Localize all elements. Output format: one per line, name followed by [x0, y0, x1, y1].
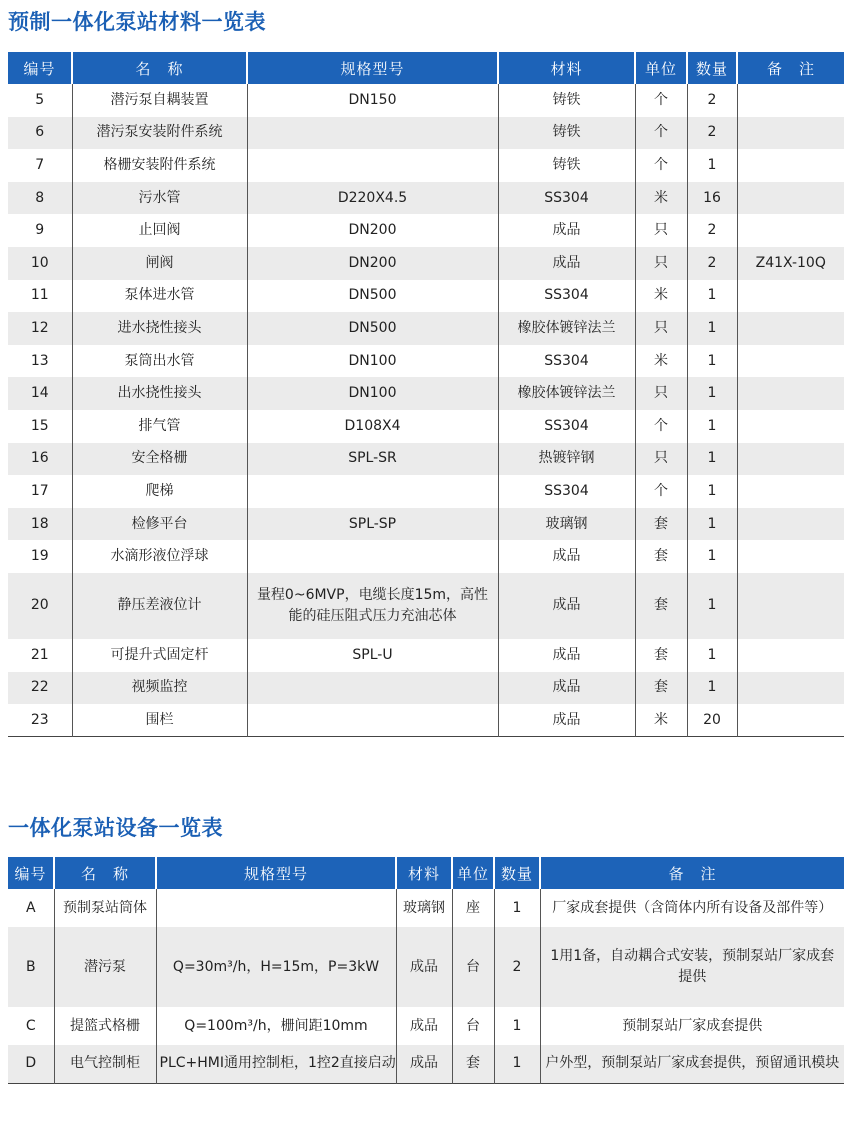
- cell-no: 20: [30, 597, 49, 614]
- cell-no: 11: [30, 287, 49, 304]
- table-row: [8, 377, 844, 410]
- cell-note: 预制泵站厂家成套提供: [540, 1007, 844, 1045]
- cell-qty: 1: [494, 1007, 540, 1045]
- cell-note: [737, 312, 844, 345]
- table-row: [8, 214, 844, 247]
- header-no: 编号: [8, 52, 72, 84]
- table-row: [8, 704, 844, 737]
- cell-unit: 套: [635, 508, 687, 541]
- cell-name: 爬梯: [72, 475, 247, 508]
- cell-qty: 1: [687, 377, 737, 410]
- cell-spec: PLC+HMI通用控制柜，1控2直接启动: [156, 1045, 396, 1083]
- cell-name: 电气控制柜: [54, 1045, 156, 1083]
- cell-no: C: [25, 1017, 36, 1034]
- cell-unit: 套: [452, 1045, 494, 1083]
- cell-material: 热镀锌钢: [498, 443, 635, 476]
- table-row: [8, 182, 844, 215]
- cell-no: 21: [30, 646, 49, 663]
- cell-unit: 个: [635, 84, 687, 117]
- cell-spec: [247, 704, 498, 737]
- cell-name: 泵体进水管: [72, 280, 247, 313]
- cell-note: [737, 214, 844, 247]
- table-row: [8, 889, 844, 927]
- header-name: 名 称: [54, 857, 156, 889]
- cell-unit: 套: [635, 573, 687, 639]
- cell-spec: DN100: [247, 345, 498, 378]
- table-row: [8, 508, 844, 541]
- table-row: [8, 345, 844, 378]
- cell-name: 止回阀: [72, 214, 247, 247]
- cell-unit: 个: [635, 117, 687, 150]
- materials-table: [8, 52, 844, 737]
- cell-no: 8: [35, 189, 45, 206]
- cell-qty: 1: [687, 508, 737, 541]
- cell-note: [737, 117, 844, 150]
- cell-note: 1用1备，自动耦合式安装，预制泵站厂家成套提供: [540, 927, 844, 1007]
- cell-name: 污水管: [72, 182, 247, 215]
- header-qty: 数量: [687, 52, 737, 84]
- table-row: [8, 672, 844, 705]
- cell-no: D: [25, 1055, 37, 1072]
- table-row: [8, 443, 844, 476]
- cell-qty: 1: [687, 573, 737, 639]
- cell-unit: 米: [635, 704, 687, 737]
- cell-unit: 个: [635, 475, 687, 508]
- cell-no: 23: [30, 711, 49, 728]
- cell-name: 闸阀: [72, 247, 247, 280]
- cell-name: 潜污泵自耦装置: [72, 84, 247, 117]
- cell-spec: [247, 475, 498, 508]
- cell-spec: DN500: [247, 312, 498, 345]
- cell-spec: SPL-U: [247, 639, 498, 672]
- cell-material: 橡胶体镀锌法兰: [498, 377, 635, 410]
- header-spec: 规格型号: [156, 857, 396, 889]
- cell-qty: 2: [494, 927, 540, 1007]
- cell-name: 预制泵站筒体: [54, 889, 156, 927]
- cell-qty: 16: [687, 182, 737, 215]
- cell-spec: D220X4.5: [247, 182, 498, 215]
- cell-note: [737, 443, 844, 476]
- cell-spec: [247, 540, 498, 573]
- equipment-header-row: [8, 857, 844, 889]
- header-unit: 单位: [452, 857, 494, 889]
- cell-note: 户外型，预制泵站厂家成套提供，预留通讯模块: [540, 1045, 844, 1083]
- cell-material: 成品: [498, 672, 635, 705]
- cell-qty: 1: [687, 280, 737, 313]
- cell-material: 玻璃钢: [498, 508, 635, 541]
- cell-name: 检修平台: [72, 508, 247, 541]
- table-row: [8, 410, 844, 443]
- cell-qty: 2: [687, 247, 737, 280]
- cell-no: 12: [30, 319, 49, 336]
- equipment-title: 一体化泵站设备一览表: [8, 816, 223, 840]
- cell-no: 5: [35, 91, 45, 108]
- cell-qty: 1: [687, 149, 737, 182]
- cell-qty: 2: [687, 117, 737, 150]
- header-unit: 单位: [635, 52, 687, 84]
- cell-no: 6: [35, 124, 45, 141]
- cell-note: [737, 540, 844, 573]
- table-row: [8, 573, 844, 639]
- table-row: [8, 927, 844, 1007]
- cell-no: 10: [30, 254, 49, 271]
- cell-material: 成品: [396, 927, 452, 1007]
- header-qty: 数量: [494, 857, 540, 889]
- cell-qty: 1: [494, 889, 540, 927]
- equipment-table: [8, 857, 844, 1084]
- cell-unit: 个: [635, 410, 687, 443]
- cell-spec: [156, 889, 396, 927]
- cell-name: 可提升式固定杆: [72, 639, 247, 672]
- cell-material: 成品: [498, 704, 635, 737]
- cell-name: 水滴形液位浮球: [72, 540, 247, 573]
- cell-qty: 1: [687, 410, 737, 443]
- cell-material: 成品: [498, 639, 635, 672]
- cell-name: 潜污泵: [54, 927, 156, 1007]
- cell-note: [737, 672, 844, 705]
- cell-spec: SPL-SP: [247, 508, 498, 541]
- cell-qty: 1: [687, 672, 737, 705]
- cell-unit: 只: [635, 214, 687, 247]
- cell-qty: 1: [494, 1045, 540, 1083]
- cell-unit: 台: [452, 1007, 494, 1045]
- header-note: 备 注: [540, 857, 844, 889]
- cell-unit: 台: [452, 927, 494, 1007]
- header-spec: 规格型号: [247, 52, 498, 84]
- cell-unit: 只: [635, 377, 687, 410]
- cell-name: 视频监控: [72, 672, 247, 705]
- cell-qty: 1: [687, 540, 737, 573]
- cell-qty: 20: [687, 704, 737, 737]
- cell-name: 潜污泵安装附件系统: [72, 117, 247, 150]
- table-row: [8, 280, 844, 313]
- cell-unit: 套: [635, 639, 687, 672]
- table-row: [8, 312, 844, 345]
- cell-material: 成品: [396, 1045, 452, 1083]
- table-row: [8, 639, 844, 672]
- cell-spec: [247, 149, 498, 182]
- cell-note: [737, 149, 844, 182]
- cell-no: B: [25, 958, 36, 975]
- cell-note: [737, 573, 844, 639]
- cell-name: 格栅安装附件系统: [72, 149, 247, 182]
- cell-spec: [247, 117, 498, 150]
- cell-spec: Q=100m³/h，栅间距10mm: [156, 1007, 396, 1045]
- cell-note: [737, 475, 844, 508]
- cell-unit: 个: [635, 149, 687, 182]
- table-row: [8, 84, 844, 117]
- cell-unit: 套: [635, 540, 687, 573]
- cell-note: [737, 84, 844, 117]
- cell-no: 19: [30, 548, 49, 565]
- cell-unit: 套: [635, 672, 687, 705]
- cell-qty: 1: [687, 443, 737, 476]
- cell-material: 铸铁: [498, 117, 635, 150]
- materials-title: 预制一体化泵站材料一览表: [8, 10, 266, 34]
- cell-unit: 米: [635, 182, 687, 215]
- cell-qty: 2: [687, 214, 737, 247]
- cell-name: 安全格栅: [72, 443, 247, 476]
- cell-name: 出水挠性接头: [72, 377, 247, 410]
- cell-spec: DN100: [247, 377, 498, 410]
- cell-unit: 座: [452, 889, 494, 927]
- cell-unit: 米: [635, 280, 687, 313]
- cell-name: 提篮式格栅: [54, 1007, 156, 1045]
- cell-material: 成品: [396, 1007, 452, 1045]
- cell-spec: SPL-SR: [247, 443, 498, 476]
- table-row: [8, 1007, 844, 1045]
- cell-name: 泵筒出水管: [72, 345, 247, 378]
- cell-no: 15: [30, 417, 49, 434]
- cell-unit: 只: [635, 443, 687, 476]
- cell-material: 橡胶体镀锌法兰: [498, 312, 635, 345]
- cell-note: [737, 377, 844, 410]
- cell-note: Z41X-10Q: [737, 247, 844, 280]
- materials-header-row: [8, 52, 844, 84]
- header-name: 名 称: [72, 52, 247, 84]
- cell-qty: 1: [687, 312, 737, 345]
- cell-qty: 1: [687, 345, 737, 378]
- table-row: [8, 149, 844, 182]
- table-row: [8, 475, 844, 508]
- cell-material: 成品: [498, 540, 635, 573]
- cell-material: SS304: [498, 410, 635, 443]
- cell-material: SS304: [498, 182, 635, 215]
- cell-material: 铸铁: [498, 84, 635, 117]
- cell-spec: Q=30m³/h，H=15m，P=3kW: [156, 927, 396, 1007]
- cell-no: 22: [30, 679, 49, 696]
- cell-no: A: [25, 899, 36, 916]
- cell-no: 16: [30, 450, 49, 467]
- header-no: 编号: [8, 857, 54, 889]
- table-row: [8, 117, 844, 150]
- header-material: 材料: [396, 857, 452, 889]
- cell-unit: 只: [635, 312, 687, 345]
- cell-no: 9: [35, 222, 45, 239]
- cell-material: 成品: [498, 214, 635, 247]
- cell-qty: 1: [687, 639, 737, 672]
- cell-material: 成品: [498, 573, 635, 639]
- table-row: [8, 247, 844, 280]
- table-row: [8, 1045, 844, 1083]
- cell-note: [737, 508, 844, 541]
- cell-note: [737, 704, 844, 737]
- cell-unit: 只: [635, 247, 687, 280]
- cell-name: 围栏: [72, 704, 247, 737]
- table-row: [8, 540, 844, 573]
- cell-no: 14: [30, 385, 49, 402]
- cell-spec: D108X4: [247, 410, 498, 443]
- cell-note: [737, 345, 844, 378]
- cell-spec: DN150: [247, 84, 498, 117]
- cell-material: 铸铁: [498, 149, 635, 182]
- cell-name: 进水挠性接头: [72, 312, 247, 345]
- cell-name: 静压差液位计: [72, 573, 247, 639]
- cell-note: [737, 410, 844, 443]
- cell-no: 13: [30, 352, 49, 369]
- cell-material: SS304: [498, 345, 635, 378]
- header-note: 备 注: [737, 52, 844, 84]
- cell-qty: 2: [687, 84, 737, 117]
- cell-note: [737, 182, 844, 215]
- cell-unit: 米: [635, 345, 687, 378]
- cell-name: 排气管: [72, 410, 247, 443]
- cell-spec: DN200: [247, 247, 498, 280]
- cell-note: 厂家成套提供（含筒体内所有设备及部件等）: [540, 889, 844, 927]
- cell-spec: [247, 672, 498, 705]
- cell-note: [737, 639, 844, 672]
- cell-spec: DN500: [247, 280, 498, 313]
- cell-spec: 量程0~6MVP，电缆长度15m，高性能的硅压阻式压力充油芯体: [247, 573, 498, 639]
- cell-material: 玻璃钢: [396, 889, 452, 927]
- cell-no: 17: [30, 482, 49, 499]
- cell-qty: 1: [687, 475, 737, 508]
- cell-material: SS304: [498, 280, 635, 313]
- cell-no: 7: [35, 156, 45, 173]
- header-material: 材料: [498, 52, 635, 84]
- cell-material: 成品: [498, 247, 635, 280]
- cell-material: SS304: [498, 475, 635, 508]
- cell-note: [737, 280, 844, 313]
- cell-spec: DN200: [247, 214, 498, 247]
- cell-no: 18: [30, 515, 49, 532]
